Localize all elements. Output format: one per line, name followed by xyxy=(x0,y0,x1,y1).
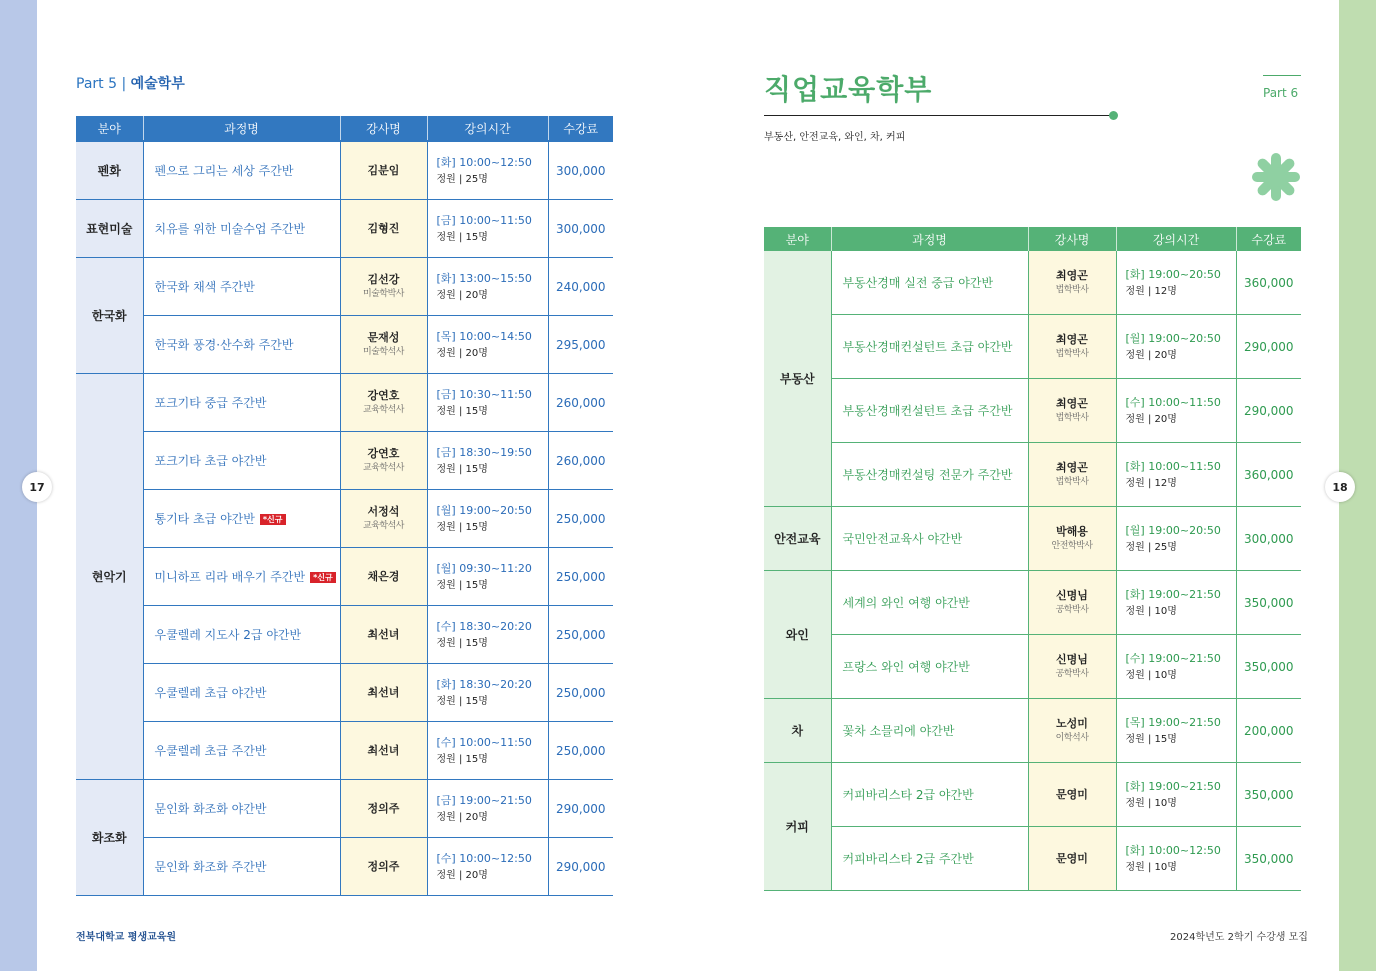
class-capacity: 정원 | 20명 xyxy=(1125,413,1177,425)
class-capacity: 정원 | 25명 xyxy=(1125,541,1177,553)
category-cell: 와인 xyxy=(764,571,831,699)
course-name: 한국화 채색 주간반 xyxy=(154,280,255,294)
course-name: 커피바리스타 2급 주간반 xyxy=(842,852,974,866)
instructor-name: 최영곤 xyxy=(1056,460,1088,474)
schedule-cell xyxy=(427,490,548,548)
instructor-cell xyxy=(1028,379,1116,443)
fee-cell: 350,000 xyxy=(1236,635,1301,699)
schedule-time: [금] 10:00~11:50 xyxy=(436,213,532,227)
table-row xyxy=(76,606,613,664)
schedule-time: [월] 19:00~20:50 xyxy=(1125,331,1221,345)
course-name: 꽃차 소믈리에 야간반 xyxy=(842,724,955,738)
title-underline xyxy=(764,115,1112,116)
course-name: 통기타 초급 야간반 xyxy=(154,512,255,526)
class-capacity: 정원 | 15명 xyxy=(436,579,488,591)
table-row xyxy=(764,507,1301,571)
instructor-name: 최선녀 xyxy=(367,744,400,757)
fee-cell: 290,000 xyxy=(548,780,613,838)
course-name-cell xyxy=(143,200,340,258)
course-name-cell xyxy=(143,141,340,200)
instructor-name: 신명님 xyxy=(1056,588,1088,602)
schedule-time: [월] 19:00~20:50 xyxy=(1125,523,1221,537)
instructor-cell xyxy=(1028,315,1116,379)
header-category: 분야 xyxy=(76,116,143,141)
course-name-cell xyxy=(143,606,340,664)
fee-cell: 360,000 xyxy=(1236,443,1301,507)
fee-cell: 250,000 xyxy=(548,664,613,722)
class-capacity: 정원 | 15명 xyxy=(436,695,488,707)
instructor-name: 최영곤 xyxy=(1056,396,1088,410)
schedule-cell xyxy=(1116,763,1236,827)
instructor-degree: 교육학석사 xyxy=(363,462,404,473)
schedule-time: [수] 10:00~11:50 xyxy=(436,735,532,749)
schedule-cell xyxy=(1116,315,1236,379)
fee-cell: 260,000 xyxy=(548,374,613,432)
class-capacity: 정원 | 12명 xyxy=(1125,477,1177,489)
course-name: 프랑스 와인 여행 야간반 xyxy=(842,660,970,674)
category-cell: 펜화 xyxy=(76,141,143,200)
header-course: 과정명 xyxy=(831,227,1028,251)
schedule-cell xyxy=(427,722,548,780)
fee-cell: 290,000 xyxy=(1236,315,1301,379)
instructor-degree: 교육학석사 xyxy=(363,520,404,531)
fee-cell: 250,000 xyxy=(548,606,613,664)
schedule-time: [목] 10:00~14:50 xyxy=(436,329,532,343)
header-instructor: 강사명 xyxy=(1028,227,1116,251)
table-row xyxy=(76,258,613,316)
flower-decoration-icon xyxy=(1251,152,1301,202)
page-subtitle: 부동산, 안전교육, 와인, 차, 커피 xyxy=(764,132,906,143)
schedule-time: [월] 09:30~11:20 xyxy=(436,561,532,575)
schedule-cell xyxy=(1116,699,1236,763)
instructor-name: 최영곤 xyxy=(1056,332,1088,346)
fee-cell: 200,000 xyxy=(1236,699,1301,763)
schedule-cell xyxy=(427,780,548,838)
class-capacity: 정원 | 10명 xyxy=(1125,861,1177,873)
table-row xyxy=(76,200,613,258)
instructor-cell xyxy=(1028,443,1116,507)
schedule-cell xyxy=(427,200,548,258)
schedule-time: [화] 13:00~15:50 xyxy=(436,271,532,285)
instructor-degree: 공학박사 xyxy=(1055,604,1089,615)
header-fee: 수강료 xyxy=(1236,227,1301,251)
instructor-cell xyxy=(1028,251,1116,315)
course-name-cell xyxy=(143,490,340,548)
fee-cell: 250,000 xyxy=(548,548,613,606)
page-title: 직업교육학부 xyxy=(764,73,933,106)
table-row xyxy=(764,827,1301,891)
category-cell: 화조화 xyxy=(76,780,143,896)
instructor-degree: 법학박사 xyxy=(1055,284,1089,295)
instructor-cell xyxy=(340,780,427,838)
course-name-cell xyxy=(831,251,1028,315)
instructor-name: 강연호 xyxy=(367,446,400,460)
header-time: 강의시간 xyxy=(1116,227,1236,251)
course-name-cell xyxy=(831,763,1028,827)
course-name-cell xyxy=(143,316,340,374)
schedule-time: [화] 19:00~21:50 xyxy=(1125,587,1221,601)
instructor-degree: 미술학박사 xyxy=(363,288,404,299)
instructor-name: 최영곤 xyxy=(1056,268,1088,282)
category-cell: 한국화 xyxy=(76,258,143,374)
instructor-cell xyxy=(340,838,427,896)
category-cell: 부동산 xyxy=(764,251,831,507)
instructor-cell xyxy=(1028,507,1116,571)
schedule-cell xyxy=(427,316,548,374)
instructor-degree: 공학박사 xyxy=(1055,668,1089,679)
schedule-time: [화] 18:30~20:20 xyxy=(436,677,532,691)
schedule-cell xyxy=(427,664,548,722)
table-row xyxy=(76,316,613,374)
course-name-cell xyxy=(143,258,340,316)
page-number-left: 17 xyxy=(22,472,52,502)
table-row xyxy=(764,443,1301,507)
course-name-cell xyxy=(831,571,1028,635)
instructor-degree: 법학박사 xyxy=(1055,476,1089,487)
instructor-name: 노성미 xyxy=(1056,716,1088,730)
instructor-cell xyxy=(340,664,427,722)
class-capacity: 정원 | 10명 xyxy=(1125,669,1177,681)
header-instructor: 강사명 xyxy=(340,116,427,141)
instructor-cell xyxy=(1028,763,1116,827)
instructor-name: 김선강 xyxy=(367,272,400,286)
instructor-cell xyxy=(1028,827,1116,891)
instructor-name: 정의주 xyxy=(367,860,400,873)
class-capacity: 정원 | 15명 xyxy=(436,637,488,649)
schedule-cell xyxy=(427,141,548,200)
course-name: 우쿨렐레 지도사 2급 야간반 xyxy=(154,628,302,642)
category-cell: 현악기 xyxy=(76,374,143,780)
table-row xyxy=(76,374,613,432)
class-capacity: 정원 | 20명 xyxy=(436,347,488,359)
fee-cell: 350,000 xyxy=(1236,571,1301,635)
fee-cell: 260,000 xyxy=(548,432,613,490)
table-row xyxy=(764,315,1301,379)
course-name-cell xyxy=(143,780,340,838)
instructor-name: 최선녀 xyxy=(367,628,400,641)
schedule-time: [화] 10:00~11:50 xyxy=(1125,459,1221,473)
course-name: 세계의 와인 여행 야간반 xyxy=(842,596,970,610)
course-name-cell xyxy=(143,432,340,490)
class-capacity: 정원 | 15명 xyxy=(436,521,488,533)
category-cell: 표현미술 xyxy=(76,200,143,258)
instructor-name: 강연호 xyxy=(367,388,400,402)
table-row xyxy=(764,635,1301,699)
schedule-cell xyxy=(427,258,548,316)
instructor-name: 서정석 xyxy=(367,504,400,518)
category-cell: 차 xyxy=(764,699,831,763)
vocational-course-table xyxy=(764,227,1301,891)
instructor-name: 신명님 xyxy=(1056,652,1088,666)
table-row xyxy=(764,699,1301,763)
fee-cell: 300,000 xyxy=(1236,507,1301,571)
class-capacity: 정원 | 15명 xyxy=(436,405,488,417)
title-dot xyxy=(1109,111,1118,120)
instructor-cell xyxy=(340,316,427,374)
course-name-cell xyxy=(143,374,340,432)
course-name: 부동산경매 실전 중급 야간반 xyxy=(842,276,994,290)
instructor-degree: 교육학석사 xyxy=(363,404,404,415)
schedule-cell xyxy=(427,838,548,896)
table-row xyxy=(764,763,1301,827)
schedule-cell xyxy=(1116,379,1236,443)
schedule-cell xyxy=(1116,251,1236,315)
instructor-cell xyxy=(1028,635,1116,699)
course-name-cell xyxy=(831,315,1028,379)
course-name: 부동산경매컨설팅 전문가 주간반 xyxy=(842,468,1013,482)
table-row xyxy=(764,571,1301,635)
header-category: 분야 xyxy=(764,227,831,251)
footer-semester: 2024학년도 2학기 수강생 모집 xyxy=(1170,932,1308,943)
table-row xyxy=(764,379,1301,443)
instructor-name: 박해용 xyxy=(1056,524,1088,538)
class-capacity: 정원 | 20명 xyxy=(436,289,488,301)
schedule-time: [월] 19:00~20:50 xyxy=(436,503,532,517)
fee-cell: 295,000 xyxy=(548,316,613,374)
course-name: 문인화 화조화 주간반 xyxy=(154,860,267,874)
header-course: 과정명 xyxy=(143,116,340,141)
course-name: 한국화 풍경·산수화 주간반 xyxy=(154,338,294,352)
course-name-cell xyxy=(831,443,1028,507)
schedule-time: [금] 19:00~21:50 xyxy=(436,793,532,807)
course-name: 포크기타 초급 야간반 xyxy=(154,454,267,468)
table-row xyxy=(76,432,613,490)
category-cell: 안전교육 xyxy=(764,507,831,571)
fee-cell: 250,000 xyxy=(548,722,613,780)
fee-cell: 300,000 xyxy=(548,141,613,200)
table-row xyxy=(76,838,613,896)
schedule-cell xyxy=(1116,443,1236,507)
table-row xyxy=(76,722,613,780)
vocational-table-body xyxy=(764,251,1301,891)
course-name-cell xyxy=(143,722,340,780)
instructor-name: 정의주 xyxy=(367,802,400,815)
arts-course-table xyxy=(76,116,613,896)
course-name: 부동산경매컨설턴트 초급 야간반 xyxy=(842,340,1013,354)
instructor-cell xyxy=(340,258,427,316)
instructor-degree: 법학박사 xyxy=(1055,412,1089,423)
header-time: 강의시간 xyxy=(427,116,548,141)
course-name-cell xyxy=(831,699,1028,763)
table-row xyxy=(76,780,613,838)
instructor-cell xyxy=(340,722,427,780)
fee-cell: 300,000 xyxy=(548,200,613,258)
schedule-time: [화] 10:00~12:50 xyxy=(436,155,532,169)
instructor-name: 채은경 xyxy=(367,570,400,583)
fee-cell: 360,000 xyxy=(1236,251,1301,315)
schedule-time: [화] 19:00~20:50 xyxy=(1125,267,1221,281)
schedule-time: [화] 19:00~21:50 xyxy=(1125,779,1221,793)
course-name-cell xyxy=(143,838,340,896)
footer-institution: 전북대학교 평생교육원 xyxy=(76,932,177,943)
instructor-cell xyxy=(340,374,427,432)
instructor-cell xyxy=(340,606,427,664)
header-fee: 수강료 xyxy=(548,116,613,141)
fee-cell: 290,000 xyxy=(548,838,613,896)
schedule-time: [수] 19:00~21:50 xyxy=(1125,651,1221,665)
instructor-cell xyxy=(340,200,427,258)
course-name-cell xyxy=(831,507,1028,571)
fee-cell: 350,000 xyxy=(1236,827,1301,891)
class-capacity: 정원 | 20명 xyxy=(436,811,488,823)
fee-cell: 240,000 xyxy=(548,258,613,316)
page-number-right: 18 xyxy=(1325,472,1355,502)
instructor-cell xyxy=(340,490,427,548)
table-row xyxy=(76,141,613,200)
part-separator: | xyxy=(121,76,127,92)
part-divider xyxy=(1263,75,1301,76)
course-name: 부동산경매컨설턴트 초급 주간반 xyxy=(842,404,1013,418)
instructor-degree: 이학석사 xyxy=(1055,732,1089,743)
schedule-cell xyxy=(1116,571,1236,635)
table-header-row xyxy=(76,116,613,141)
instructor-name: 김형진 xyxy=(367,222,400,235)
table-row xyxy=(76,548,613,606)
part-name: 예술학부 xyxy=(130,76,185,92)
course-name: 포크기타 중급 주간반 xyxy=(154,396,267,410)
instructor-cell xyxy=(340,141,427,200)
part-label: Part 5 xyxy=(76,76,117,92)
instructor-degree: 안전학박사 xyxy=(1051,540,1093,551)
table-row xyxy=(764,251,1301,315)
schedule-cell xyxy=(427,606,548,664)
course-name: 커피바리스타 2급 야간반 xyxy=(842,788,974,802)
fee-cell: 350,000 xyxy=(1236,763,1301,827)
course-name: 펜으로 그리는 세상 주간반 xyxy=(154,164,294,178)
schedule-time: [수] 18:30~20:20 xyxy=(436,619,532,633)
class-capacity: 정원 | 10명 xyxy=(1125,797,1177,809)
instructor-cell xyxy=(340,432,427,490)
class-capacity: 정원 | 25명 xyxy=(436,173,488,185)
class-capacity: 정원 | 10명 xyxy=(1125,605,1177,617)
schedule-time: [수] 10:00~11:50 xyxy=(1125,395,1221,409)
class-capacity: 정원 | 15명 xyxy=(436,231,488,243)
table-header-row xyxy=(764,227,1301,251)
schedule-time: [수] 10:00~12:50 xyxy=(436,851,532,865)
instructor-cell xyxy=(340,548,427,606)
class-capacity: 정원 | 20명 xyxy=(436,869,488,881)
schedule-time: [목] 19:00~21:50 xyxy=(1125,715,1221,729)
schedule-cell xyxy=(427,374,548,432)
class-capacity: 정원 | 15명 xyxy=(436,463,488,475)
schedule-time: [금] 18:30~19:50 xyxy=(436,445,532,459)
course-name-cell xyxy=(143,548,340,606)
instructor-degree: 법학박사 xyxy=(1055,348,1089,359)
new-badge: *신규 xyxy=(260,514,286,525)
class-capacity: 정원 | 15명 xyxy=(1125,733,1177,745)
course-name-cell xyxy=(831,635,1028,699)
schedule-cell xyxy=(1116,635,1236,699)
instructor-name: 문영미 xyxy=(1056,788,1088,801)
course-name: 문인화 화조화 야간반 xyxy=(154,802,267,816)
schedule-cell xyxy=(1116,507,1236,571)
course-name: 우쿨렐레 초급 야간반 xyxy=(154,686,267,700)
instructor-name: 문재성 xyxy=(367,330,400,344)
instructor-name: 문영미 xyxy=(1056,852,1088,865)
category-cell: 커피 xyxy=(764,763,831,891)
class-capacity: 정원 | 12명 xyxy=(1125,285,1177,297)
course-name: 우쿨렐레 초급 주간반 xyxy=(154,744,267,758)
fee-cell: 290,000 xyxy=(1236,379,1301,443)
part-heading-right: Part 6 xyxy=(1263,86,1299,100)
course-name: 치유를 위한 미술수업 주간반 xyxy=(154,222,306,236)
instructor-name: 최선녀 xyxy=(367,686,400,699)
schedule-time: [화] 10:00~12:50 xyxy=(1125,843,1221,857)
part-heading-left xyxy=(76,73,185,93)
class-capacity: 정원 | 20명 xyxy=(1125,349,1177,361)
fee-cell: 250,000 xyxy=(548,490,613,548)
instructor-cell xyxy=(1028,571,1116,635)
schedule-time: [금] 10:30~11:50 xyxy=(436,387,532,401)
new-badge: *신규 xyxy=(310,572,336,583)
instructor-name: 김분임 xyxy=(367,164,400,177)
schedule-cell xyxy=(427,432,548,490)
instructor-degree: 미술학석사 xyxy=(363,346,404,357)
course-name-cell xyxy=(143,664,340,722)
class-capacity: 정원 | 15명 xyxy=(436,753,488,765)
arts-table-body xyxy=(76,141,613,896)
instructor-cell xyxy=(1028,699,1116,763)
schedule-cell xyxy=(1116,827,1236,891)
schedule-cell xyxy=(427,548,548,606)
course-name: 국민안전교육사 야간반 xyxy=(842,532,963,546)
table-row xyxy=(76,664,613,722)
course-name-cell xyxy=(831,827,1028,891)
course-name-cell xyxy=(831,379,1028,443)
table-row xyxy=(76,490,613,548)
course-name: 미니하프 리라 배우기 주간반 xyxy=(154,570,306,584)
